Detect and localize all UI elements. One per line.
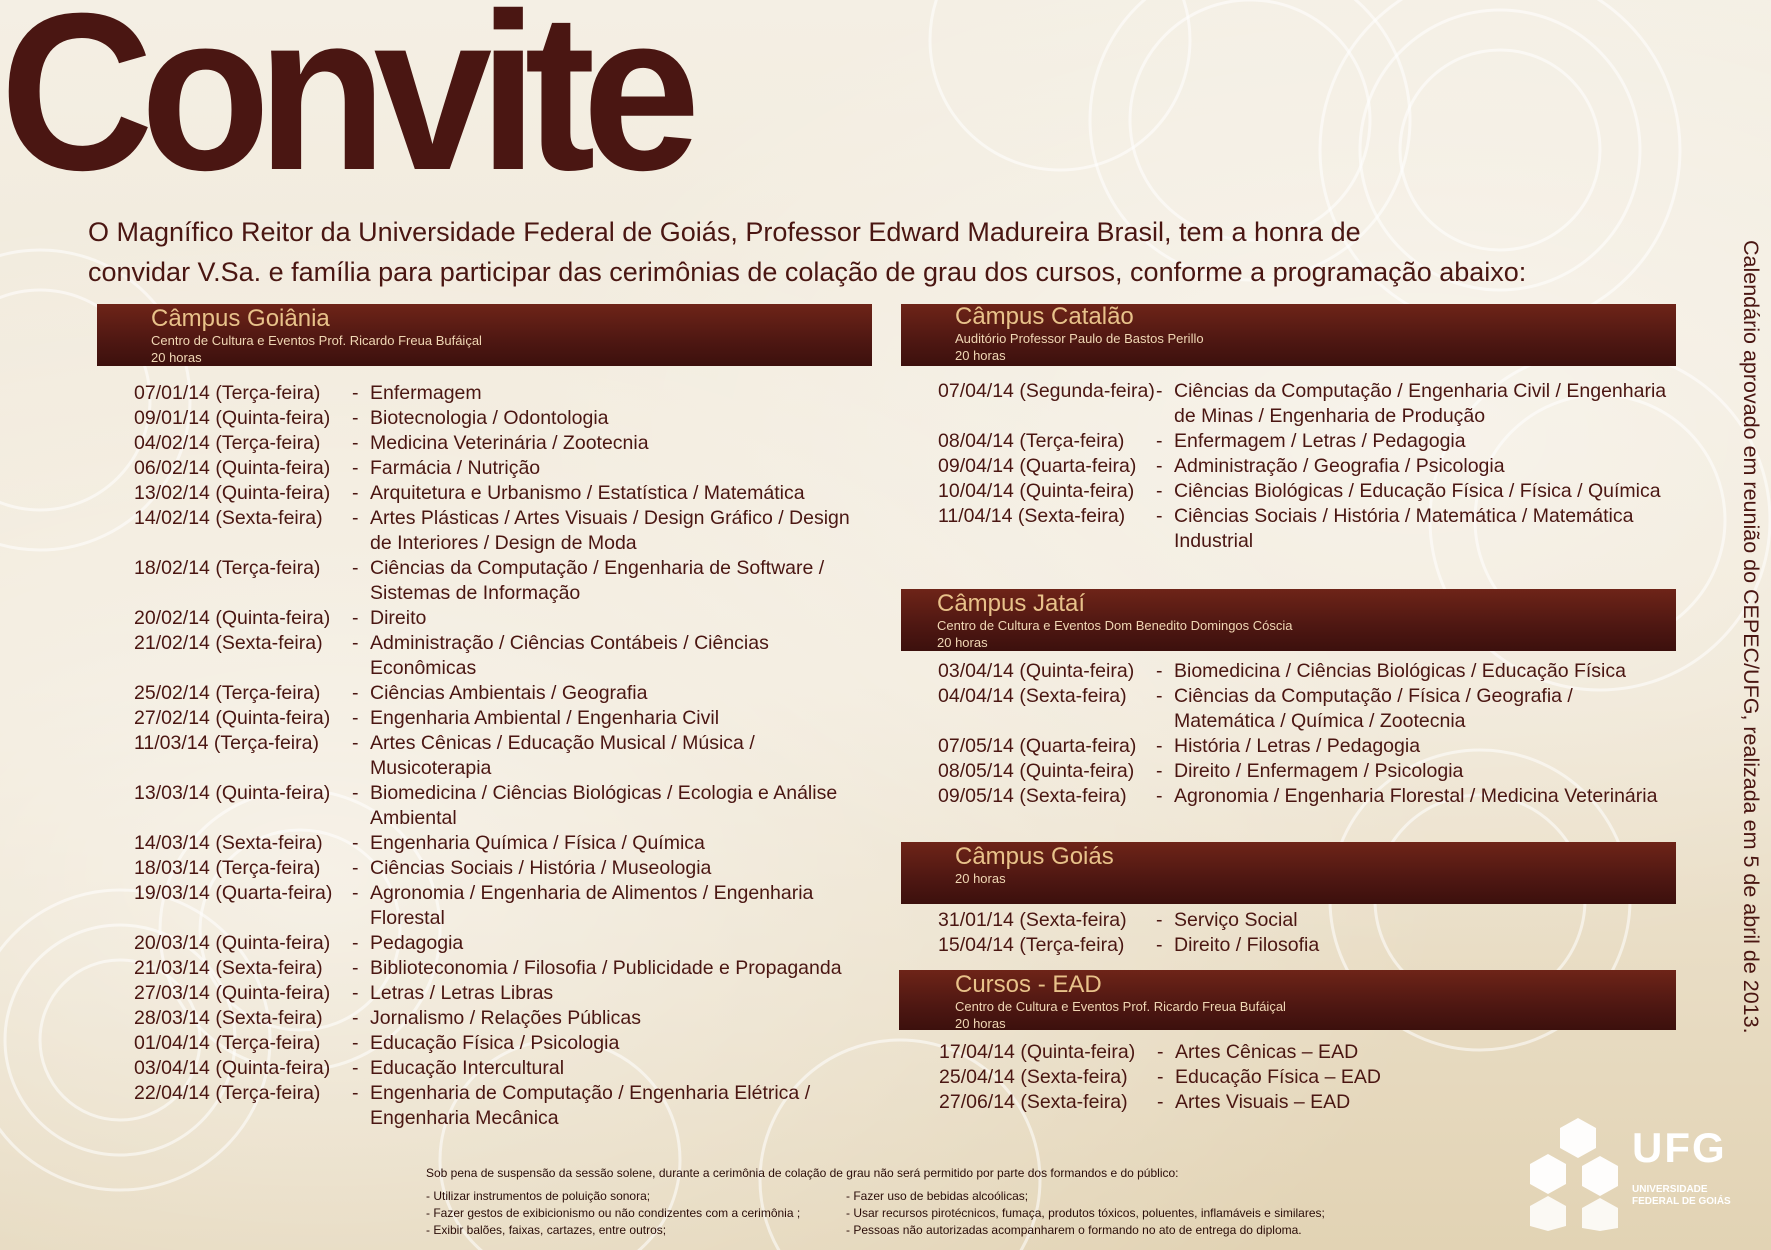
separator-dash: - xyxy=(352,507,359,529)
separator-dash: - xyxy=(1156,660,1163,682)
schedule-row xyxy=(134,406,874,431)
schedule-row xyxy=(134,1006,874,1031)
notice-item: - Exibir balões, faixas, cartazes, entre outros; xyxy=(426,1223,667,1237)
schedule-date: 27/02/14 (Quinta-feira) xyxy=(134,707,331,729)
campus-venue: Auditório Professor Paulo de Bastos Perillo xyxy=(955,331,1204,346)
schedule-courses: Artes Visuais – EAD xyxy=(1175,1091,1351,1113)
notice-left-list xyxy=(426,1188,846,1239)
separator-dash: - xyxy=(352,432,359,454)
schedule-courses: Ciências Ambientais / Geografia xyxy=(370,682,648,704)
campus-jatai-header xyxy=(901,589,1676,651)
page-title: Convite xyxy=(0,0,688,217)
schedule-courses: Agronomia / Engenharia Florestal / Medicina Veterinária xyxy=(1174,785,1658,807)
schedule-date: 25/04/14 (Sexta-feira) xyxy=(939,1066,1128,1088)
schedule-row xyxy=(134,481,874,506)
schedule-courses: Administração / Ciências Contábeis / Ciências Econômicas xyxy=(370,632,769,679)
schedule-date: 10/04/14 (Quinta-feira) xyxy=(938,480,1135,502)
schedule-date: 27/06/14 (Sexta-feira) xyxy=(939,1091,1128,1113)
separator-dash: - xyxy=(352,682,359,704)
separator-dash: - xyxy=(352,1007,359,1029)
schedule-courses: Direito / Enfermagem / Psicologia xyxy=(1174,760,1464,782)
notice-item: - Fazer uso de bebidas alcoólicas; xyxy=(846,1189,1029,1203)
campus-catalao-schedule xyxy=(938,379,1678,554)
campus-catalao-header xyxy=(901,304,1676,366)
schedule-row xyxy=(134,681,874,706)
separator-dash: - xyxy=(1156,380,1163,402)
schedule-row xyxy=(939,1040,1679,1065)
schedule-row xyxy=(134,1056,874,1081)
schedule-row xyxy=(134,856,874,881)
schedule-row xyxy=(939,1065,1679,1090)
separator-dash: - xyxy=(352,607,359,629)
separator-dash: - xyxy=(1156,735,1163,757)
campus-jatai-schedule xyxy=(938,659,1678,809)
notice-item: - Fazer gestos de exibicionismo ou não condizentes com a cerimônia ; xyxy=(426,1206,801,1220)
schedule-courses: Ciências da Computação / Engenharia de Software / Sistemas de Informação xyxy=(370,557,825,604)
separator-dash: - xyxy=(1156,909,1163,931)
campus-goiania-header xyxy=(97,304,872,366)
schedule-courses: História / Letras / Pedagogia xyxy=(1174,735,1421,757)
schedule-courses: Artes Cênicas / Educação Musical / Música / Musicoterapia xyxy=(370,732,755,779)
schedule-date: 04/04/14 (Sexta-feira) xyxy=(938,685,1127,707)
separator-dash: - xyxy=(352,482,359,504)
notice-heading: Sob pena de suspensão da sessão solene, durante a cerimônia de colação de grau não será permitido por parte dos formandos e do público: xyxy=(426,1166,1179,1180)
schedule-date: 08/04/14 (Terça-feira) xyxy=(938,430,1125,452)
schedule-courses: Engenharia de Computação / Engenharia Elétrica / Engenharia Mecânica xyxy=(370,1082,811,1129)
campus-name: Câmpus Catalão xyxy=(955,303,1134,330)
separator-dash: - xyxy=(352,782,359,804)
cursos-ead-schedule xyxy=(939,1040,1679,1115)
schedule-row xyxy=(938,379,1678,429)
schedule-courses: Artes Plásticas / Artes Visuais / Design Gráfico / Design de Interiores / Design de Moda xyxy=(370,507,850,554)
campus-name: Câmpus Jataí xyxy=(937,590,1086,617)
schedule-date: 18/03/14 (Terça-feira) xyxy=(134,857,321,879)
schedule-row xyxy=(938,759,1678,784)
schedule-date: 11/04/14 (Sexta-feira) xyxy=(938,505,1126,527)
schedule-courses: Artes Cênicas – EAD xyxy=(1175,1041,1359,1063)
schedule-row xyxy=(134,881,874,931)
schedule-date: 03/04/14 (Quinta-feira) xyxy=(134,1057,331,1079)
schedule-row xyxy=(134,1031,874,1056)
schedule-date: 06/02/14 (Quinta-feira) xyxy=(134,457,331,479)
schedule-row xyxy=(134,956,874,981)
schedule-row xyxy=(134,981,874,1006)
separator-dash: - xyxy=(1156,505,1163,527)
separator-dash: - xyxy=(1156,934,1163,956)
schedule-courses: Enfermagem xyxy=(370,382,482,404)
schedule-date: 18/02/14 (Terça-feira) xyxy=(134,557,321,579)
schedule-date: 08/05/14 (Quinta-feira) xyxy=(938,760,1135,782)
separator-dash: - xyxy=(352,957,359,979)
schedule-courses: Administração / Geografia / Psicologia xyxy=(1174,455,1505,477)
campus-goias-schedule xyxy=(938,908,1678,958)
schedule-date: 07/04/14 (Segunda-feira) xyxy=(938,380,1155,402)
schedule-courses: Ciências da Computação / Física / Geografia / Matemática / Química / Zootecnia xyxy=(1174,685,1573,732)
intro-text xyxy=(88,212,1728,292)
schedule-date: 17/04/14 (Quinta-feira) xyxy=(939,1041,1136,1063)
schedule-row xyxy=(938,933,1678,958)
separator-dash: - xyxy=(352,632,359,654)
campus-venue: Centro de Cultura e Eventos Dom Benedito Domingos Cóscia xyxy=(937,618,1293,633)
schedule-date: 13/03/14 (Quinta-feira) xyxy=(134,782,331,804)
schedule-courses: Biomedicina / Ciências Biológicas / Ecologia e Análise Ambiental xyxy=(370,782,838,829)
schedule-courses: Ciências Biológicas / Educação Física / Física / Química xyxy=(1174,480,1661,502)
notice-item: - Pessoas não autorizadas acompanharem o formando no ato de entrega do diploma. xyxy=(846,1223,1302,1237)
schedule-row xyxy=(938,734,1678,759)
schedule-courses: Letras / Letras Libras xyxy=(370,982,554,1004)
separator-dash: - xyxy=(1156,685,1163,707)
schedule-courses: Farmácia / Nutrição xyxy=(370,457,541,479)
separator-dash: - xyxy=(352,882,359,904)
schedule-courses: Agronomia / Engenharia de Alimentos / Engenharia Florestal xyxy=(370,882,814,929)
separator-dash: - xyxy=(1156,480,1163,502)
campus-venue: Centro de Cultura e Eventos Prof. Ricardo Freua Bufáiçal xyxy=(151,333,482,348)
separator-dash: - xyxy=(352,857,359,879)
schedule-date: 09/05/14 (Sexta-feira) xyxy=(938,785,1127,807)
schedule-date: 14/02/14 (Sexta-feira) xyxy=(134,507,323,529)
notice-item: - Usar recursos pirotécnicos, fumaça, produtos tóxicos, poluentes, inflamáveis e similares; xyxy=(846,1206,1325,1220)
campus-goias-header xyxy=(901,842,1676,904)
schedule-courses: Ciências da Computação / Engenharia Civil / Engenharia de Minas / Engenharia de Produção xyxy=(1174,380,1667,427)
schedule-date: 21/03/14 (Sexta-feira) xyxy=(134,957,323,979)
separator-dash: - xyxy=(1157,1041,1164,1063)
schedule-date: 09/04/14 (Quarta-feira) xyxy=(938,455,1137,477)
schedule-row xyxy=(134,631,874,681)
schedule-courses: Ciências Sociais / História / Museologia xyxy=(370,857,712,879)
schedule-courses: Direito / Filosofia xyxy=(1174,934,1320,956)
separator-dash: - xyxy=(1156,455,1163,477)
campus-name: Câmpus Goiânia xyxy=(151,305,330,332)
schedule-courses: Biotecnologia / Odontologia xyxy=(370,407,609,429)
schedule-row xyxy=(938,429,1678,454)
schedule-row xyxy=(134,431,874,456)
schedule-row xyxy=(134,831,874,856)
campus-name: Câmpus Goiás xyxy=(955,843,1114,870)
schedule-courses: Jornalismo / Relações Públicas xyxy=(370,1007,641,1029)
schedule-row xyxy=(938,504,1678,554)
separator-dash: - xyxy=(352,732,359,754)
separator-dash: - xyxy=(1157,1066,1164,1088)
schedule-date: 09/01/14 (Quinta-feira) xyxy=(134,407,331,429)
schedule-row xyxy=(134,606,874,631)
schedule-row xyxy=(938,479,1678,504)
schedule-date: 04/02/14 (Terça-feira) xyxy=(134,432,321,454)
campus-time: 20 horas xyxy=(955,871,1006,886)
schedule-date: 22/04/14 (Terça-feira) xyxy=(134,1082,321,1104)
schedule-date: 13/02/14 (Quinta-feira) xyxy=(134,482,331,504)
schedule-row xyxy=(939,1090,1679,1115)
separator-dash: - xyxy=(352,982,359,1004)
side-note: Calendário aprovado em reunião do CEPEC/UFG, realizada em 5 de abril de 2013. xyxy=(1739,240,1763,1034)
schedule-date: 20/02/14 (Quinta-feira) xyxy=(134,607,331,629)
schedule-courses: Direito xyxy=(370,607,427,629)
schedule-courses: Ciências Sociais / História / Matemática / Matemática Industrial xyxy=(1174,505,1634,552)
separator-dash: - xyxy=(352,557,359,579)
separator-dash: - xyxy=(352,932,359,954)
schedule-courses: Engenharia Química / Física / Química xyxy=(370,832,705,854)
schedule-date: 14/03/14 (Sexta-feira) xyxy=(134,832,323,854)
campus-venue: Centro de Cultura e Eventos Prof. Ricardo Freua Bufáiçal xyxy=(955,999,1286,1014)
schedule-date: 19/03/14 (Quarta-feira) xyxy=(134,882,333,904)
schedule-courses: Educação Física / Psicologia xyxy=(370,1032,620,1054)
schedule-date: 28/03/14 (Sexta-feira) xyxy=(134,1007,323,1029)
intro-line-2: convidar V.Sa. e família para participar das cerimônias de colação de grau dos cursos, conforme a programação abaixo: xyxy=(88,257,1527,287)
campus-time: 20 horas xyxy=(955,348,1006,363)
logo-text: UFG xyxy=(1632,1124,1727,1171)
schedule-courses: Educação Física – EAD xyxy=(1175,1066,1381,1088)
schedule-row xyxy=(938,454,1678,479)
schedule-courses: Biblioteconomia / Filosofia / Publicidade e Propaganda xyxy=(370,957,842,979)
separator-dash: - xyxy=(352,1057,359,1079)
intro-line-1: O Magnífico Reitor da Universidade Federal de Goiás, Professor Edward Madureira Brasil, tem a honra de xyxy=(88,217,1361,247)
schedule-row xyxy=(134,706,874,731)
ufg-logo xyxy=(1520,1116,1755,1231)
schedule-courses: Engenharia Ambiental / Engenharia Civil xyxy=(370,707,720,729)
separator-dash: - xyxy=(352,1032,359,1054)
schedule-row xyxy=(938,784,1678,809)
schedule-row xyxy=(134,506,874,556)
schedule-row xyxy=(134,456,874,481)
separator-dash: - xyxy=(352,382,359,404)
schedule-date: 03/04/14 (Quinta-feira) xyxy=(938,660,1135,682)
separator-dash: - xyxy=(1156,760,1163,782)
schedule-row xyxy=(938,908,1678,933)
schedule-row xyxy=(134,781,874,831)
separator-dash: - xyxy=(352,407,359,429)
campus-time: 20 horas xyxy=(955,1016,1006,1031)
schedule-row xyxy=(134,381,874,406)
separator-dash: - xyxy=(352,707,359,729)
hexagon-logo-icon xyxy=(1520,1116,1632,1231)
schedule-date: 11/03/14 (Terça-feira) xyxy=(134,732,319,754)
cursos-ead-header xyxy=(899,970,1676,1030)
schedule-date: 27/03/14 (Quinta-feira) xyxy=(134,982,331,1004)
notice-item: - Utilizar instrumentos de poluição sonora; xyxy=(426,1189,651,1203)
schedule-row xyxy=(134,931,874,956)
schedule-row xyxy=(134,731,874,781)
campus-time: 20 horas xyxy=(937,635,988,650)
separator-dash: - xyxy=(1157,1091,1164,1113)
separator-dash: - xyxy=(352,1082,359,1104)
schedule-row xyxy=(938,659,1678,684)
schedule-row xyxy=(134,556,874,606)
schedule-courses: Arquitetura e Urbanismo / Estatística / Matemática xyxy=(370,482,805,504)
schedule-date: 25/02/14 (Terça-feira) xyxy=(134,682,321,704)
separator-dash: - xyxy=(1156,785,1163,807)
notice-right-list xyxy=(846,1188,1325,1239)
schedule-courses: Enfermagem / Letras / Pedagogia xyxy=(1174,430,1466,452)
schedule-courses: Biomedicina / Ciências Biológicas / Educação Física xyxy=(1174,660,1626,682)
separator-dash: - xyxy=(352,832,359,854)
schedule-date: 21/02/14 (Sexta-feira) xyxy=(134,632,323,654)
schedule-courses: Educação Intercultural xyxy=(370,1057,565,1079)
schedule-date: 20/03/14 (Quinta-feira) xyxy=(134,932,331,954)
separator-dash: - xyxy=(1156,430,1163,452)
schedule-row xyxy=(938,684,1678,734)
schedule-date: 07/05/14 (Quarta-feira) xyxy=(938,735,1137,757)
campus-name: Cursos - EAD xyxy=(955,971,1102,998)
separator-dash: - xyxy=(352,457,359,479)
campus-goiania-schedule xyxy=(134,381,874,1131)
schedule-date: 01/04/14 (Terça-feira) xyxy=(134,1032,321,1054)
schedule-courses: Medicina Veterinária / Zootecnia xyxy=(370,432,649,454)
notice xyxy=(426,1166,1356,1239)
schedule-row xyxy=(134,1081,874,1131)
schedule-date: 07/01/14 (Terça-feira) xyxy=(134,382,321,404)
schedule-date: 31/01/14 (Sexta-feira) xyxy=(938,909,1127,931)
schedule-date: 15/04/14 (Terça-feira) xyxy=(938,934,1125,956)
schedule-courses: Pedagogia xyxy=(370,932,464,954)
schedule-courses: Serviço Social xyxy=(1174,909,1298,931)
logo-subtitle: UNIVERSIDADE FEDERAL DE GOIÁS xyxy=(1632,1184,1731,1207)
campus-time: 20 horas xyxy=(151,350,202,365)
